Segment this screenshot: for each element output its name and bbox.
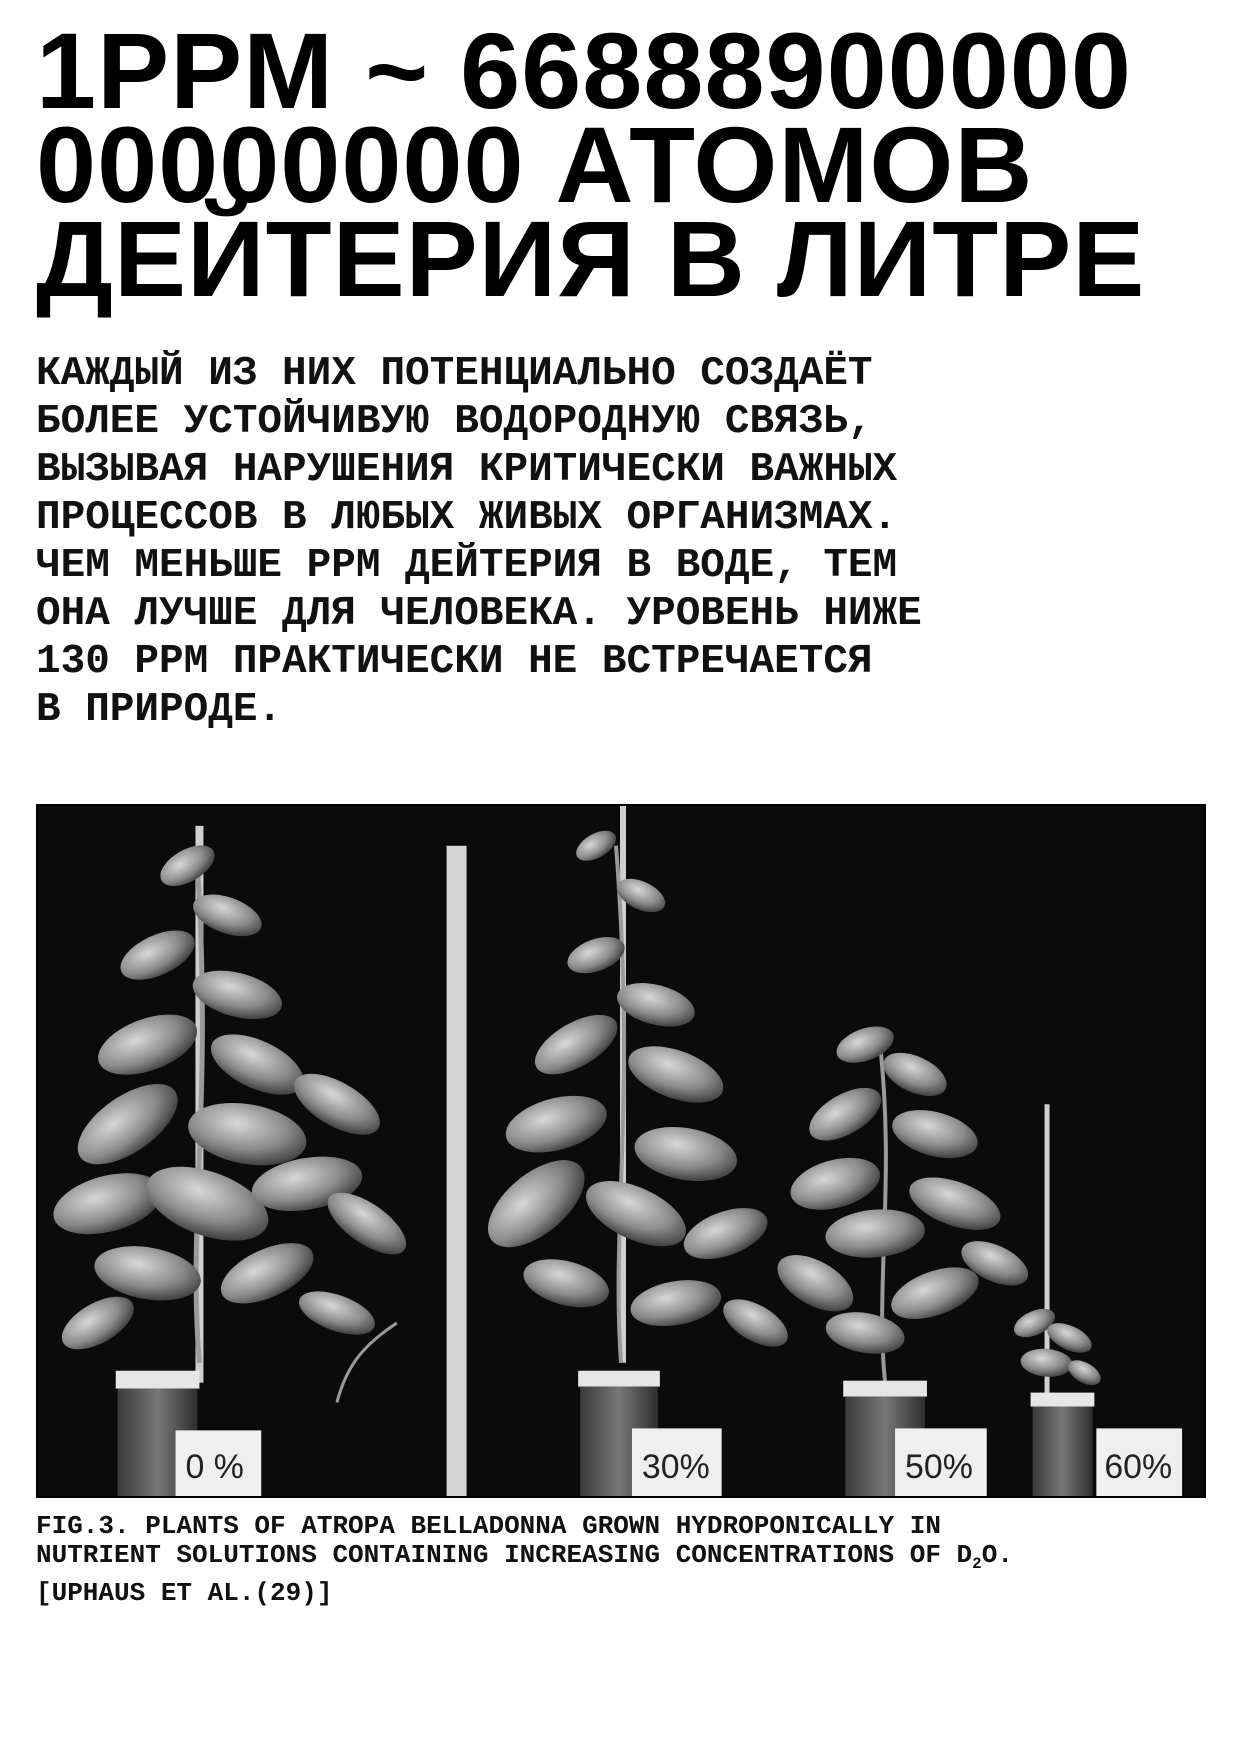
measuring-stake xyxy=(447,846,467,1496)
plants-photo xyxy=(36,804,1206,1498)
body-line-5: ЧЕМ МЕНЬШЕ PPM ДЕЙТЕРИЯ В ВОДЕ, ТЕМ xyxy=(36,543,898,589)
body-line-7: 130 PPM ПРАКТИЧЕСКИ НЕ ВСТРЕЧАЕТСЯ xyxy=(36,639,873,685)
headline-line-2: 00000000 АТОМОВ xyxy=(36,104,1034,225)
jar-label-30: 30% xyxy=(641,1448,710,1487)
body-line-6: ОНА ЛУЧШЕ ДЛЯ ЧЕЛОВЕКА. УРОВЕНЬ НИЖЕ xyxy=(36,591,922,637)
body-line-3: ВЫЗЫВАЯ НАРУШЕНИЯ КРИТИЧЕСКИ ВАЖНЫХ xyxy=(36,447,898,493)
caption-line-2-end: O. xyxy=(981,1540,1013,1570)
caption-subscript: 2 xyxy=(972,1555,982,1574)
body-line-2: БОЛЕЕ УСТОЙЧИВУЮ ВОДОРОДНУЮ СВЯЗЬ, xyxy=(36,399,873,445)
jar-label-0: 0 % xyxy=(185,1448,244,1487)
body-paragraph xyxy=(36,350,1216,734)
body-line-1: КАЖДЫЙ ИЗ НИХ ПОТЕНЦИАЛЬНО СОЗДАЁТ xyxy=(36,351,873,397)
jar-label-60: 60% xyxy=(1104,1448,1173,1487)
caption-line-2 xyxy=(36,1541,1216,1579)
headline-line-1: 1PPM ~ 66888900000 xyxy=(36,10,1132,131)
plants-illustration xyxy=(38,806,1204,1496)
headline xyxy=(36,10,1216,319)
body-line-4: ПРОЦЕССОВ В ЛЮБЫХ ЖИВЫХ ОРГАНИЗМАХ. xyxy=(36,495,898,541)
caption-line-1: FIG.3. PLANTS OF ATROPA BELLADONNA GROWN HYDROPONICALLY IN xyxy=(36,1511,941,1541)
jar-label-50: 50% xyxy=(905,1448,973,1487)
figure-caption xyxy=(36,1512,1216,1608)
caption-line-2-text: NUTRIENT SOLUTIONS CONTAINING INCREASING CONCENTRATIONS OF D xyxy=(36,1540,973,1570)
caption-line-3: [UPHAUS ET AL.(29)] xyxy=(36,1578,333,1609)
headline-line-3: ДЕЙТЕРИЯ В ЛИТРЕ xyxy=(36,198,1146,319)
body-line-8: В ПРИРОДЕ. xyxy=(36,687,283,733)
